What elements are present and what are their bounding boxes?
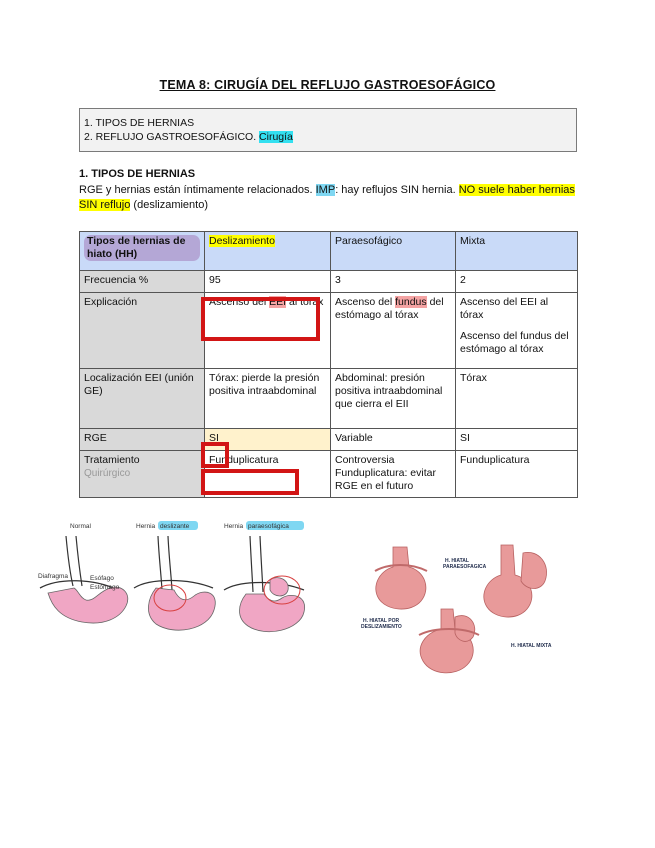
annotation-box-rge xyxy=(201,442,229,468)
table-header-cell: Paraesofágico xyxy=(331,232,456,271)
label-para-2: PARAESOFAGICA xyxy=(443,564,487,570)
cell-line: Ascenso del fundus del estómago al tórax xyxy=(460,330,569,355)
label-hernia-2: Hernia xyxy=(224,523,244,530)
intro-highlight: NO suele haber hernias SIN reflujo xyxy=(79,184,575,211)
table-cell: Tórax xyxy=(456,369,578,429)
hernia-table xyxy=(79,231,578,498)
intro-text-1: RGE y hernias están íntimamente relacionados. xyxy=(79,184,313,196)
row-label: Explicación xyxy=(80,293,205,369)
row-label: Localización EEI (unión GE) xyxy=(80,369,205,429)
cell-highlight: fundus xyxy=(395,296,427,308)
label-mixta: H. HIATAL MIXTA xyxy=(511,643,552,649)
label-paraesofagica: paraesofágica xyxy=(248,523,289,530)
label-normal: Normal xyxy=(70,523,91,530)
page-title: TEMA 8: CIRUGÍA DEL REFLUJO GASTROESOFÁGICO xyxy=(159,78,496,92)
table-cell: 2 xyxy=(456,271,578,293)
table-row-tratamiento xyxy=(80,451,578,498)
cell-text: al tórax xyxy=(288,296,324,308)
index-item-2-text: 2. REFLUJO GASTROESOFÁGICO. xyxy=(84,131,257,143)
cell-text: del estómago al tórax xyxy=(335,296,444,321)
annotation-box-explicacion xyxy=(201,297,320,341)
label-deslizante: deslizante xyxy=(160,523,190,530)
table-cell xyxy=(331,293,456,369)
table-header-row xyxy=(80,232,578,271)
cell-highlight: EEI xyxy=(269,296,287,308)
header-deslizamiento: Deslizamiento xyxy=(209,235,275,247)
table-header-cell xyxy=(80,232,205,271)
cell-line: Ascenso del EEI al tórax xyxy=(460,296,549,321)
table-cell: 3 xyxy=(331,271,456,293)
label-desl-2: DESLIZAMIENTO xyxy=(361,624,402,630)
row-label: Frecuencia % xyxy=(80,271,205,293)
index-item-1: 1. TIPOS DE HERNIAS xyxy=(84,117,195,129)
hernia-comparison-figure xyxy=(38,518,328,662)
intro-imp: IMP xyxy=(315,184,336,196)
table-row-rge xyxy=(80,429,578,451)
table-cell: Variable xyxy=(331,429,456,451)
intro-text-2: : hay reflujos SIN hernia. xyxy=(335,184,456,196)
row-label-text: Tratamiento xyxy=(84,454,140,466)
table-header-cell: Mixta xyxy=(456,232,578,271)
index-item-2-highlight: Cirugía xyxy=(259,131,293,143)
table-row-explicacion xyxy=(80,293,578,369)
index-box xyxy=(79,108,577,152)
label-diafragma: Diafragma xyxy=(38,573,68,580)
section-heading: 1. TIPOS DE HERNIAS xyxy=(79,168,196,180)
table-cell: SI xyxy=(456,429,578,451)
table-header-cell xyxy=(205,232,331,271)
row-sublabel: Quirúrgico xyxy=(84,468,131,479)
table-cell: 95 xyxy=(205,271,331,293)
intro-text-3: (deslizamiento) xyxy=(133,199,209,211)
annotation-box-tratamiento xyxy=(201,469,299,495)
row-label: RGE xyxy=(80,429,205,451)
intro-paragraph xyxy=(79,183,579,213)
table-cell: Funduplicatura xyxy=(456,451,578,498)
table-cell: Tórax: pierde la presión positiva intraabdominal xyxy=(205,369,331,429)
table-cell: SI xyxy=(205,429,331,451)
table-cell: Funduplicatura xyxy=(205,451,331,498)
table-cell xyxy=(456,293,578,369)
label-esofago: Esófago xyxy=(90,575,114,582)
table-row-localizacion xyxy=(80,369,578,429)
index-item-2 xyxy=(84,130,572,144)
label-estomago: Estómago xyxy=(90,584,120,591)
row-label xyxy=(80,451,205,498)
table-row-frecuencia xyxy=(80,271,578,293)
table-cell: Controversia Funduplicatura: evitar RGE en el futuro xyxy=(331,451,456,498)
label-hernia-1: Hernia xyxy=(136,523,156,530)
header-types-label: Tipos de hernias de hiato (HH) xyxy=(84,235,200,261)
label-para-1: H. HIATAL xyxy=(445,558,469,564)
label-desl-1: H. HIATAL POR xyxy=(363,618,400,624)
table-cell: Abdominal: presión positiva intraabdominal que cierra el EII xyxy=(331,369,456,429)
cell-text: Ascenso del xyxy=(335,296,393,308)
cell-text: Ascenso del xyxy=(209,296,267,308)
hernia-3d-figure xyxy=(355,537,570,682)
